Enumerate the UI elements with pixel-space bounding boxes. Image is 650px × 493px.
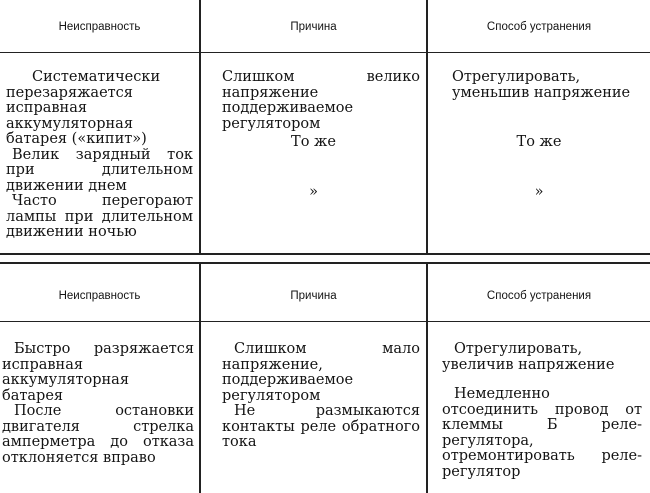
header-cause: Причина: [290, 290, 337, 302]
fault-item: После остановки двигателя стрелка амперметра до отказа отклоняется вправо: [2, 403, 194, 466]
remedy-column: [442, 342, 642, 480]
header-fault: Неисправность: [58, 21, 141, 33]
fault-item: Быстро разряжается исправная аккумуляторная батарея: [2, 341, 194, 404]
remedy-item: Немедленно отсоединить провод от клеммы Б реле-регулятора, отремонтировать реле-регулятор: [442, 386, 642, 480]
fault-item: Систематически перезаряжается исправная аккумуляторная батарея («кипит»): [6, 69, 161, 147]
fault-item: Часто перегорают лампы при длительном движении ночью: [6, 193, 193, 240]
cause-column: [222, 342, 420, 451]
fault-item: Велик зарядный ток при длительном движении днем: [6, 146, 193, 194]
cause-same-label: То же: [291, 134, 336, 150]
column-divider: [199, 0, 201, 255]
remedy-ditto-mark: »: [534, 184, 544, 200]
fault-column: [2, 342, 194, 466]
header-remedy: Способ устранения: [486, 21, 592, 33]
cause-item: Не размыкаются контакты реле обратного тока: [222, 403, 420, 450]
remedy-item: Отрегулировать, увеличив напряжение: [442, 341, 615, 373]
cause-item: Слишком мало напряжение, поддерживаемое регулятором: [222, 341, 420, 404]
remedy-text: Отрегулировать, уменьшив напряжение: [452, 69, 631, 101]
fault-column: [6, 70, 193, 241]
column-divider: [426, 0, 428, 255]
fault-table-2: [0, 262, 650, 493]
cause-text: Слишком велико напряжение поддерживаемое регулятором: [222, 69, 420, 132]
header-cause: Причина: [290, 21, 337, 33]
table-bottom-rule: [0, 253, 650, 255]
header-remedy: Способ устранения: [486, 290, 592, 302]
header-divider: [0, 321, 650, 322]
header-divider: [0, 52, 650, 53]
cause-ditto-mark: »: [309, 184, 318, 200]
table-top-rule: [0, 262, 650, 264]
header-fault: Неисправность: [58, 290, 141, 302]
remedy-same-label: То же: [516, 134, 562, 150]
